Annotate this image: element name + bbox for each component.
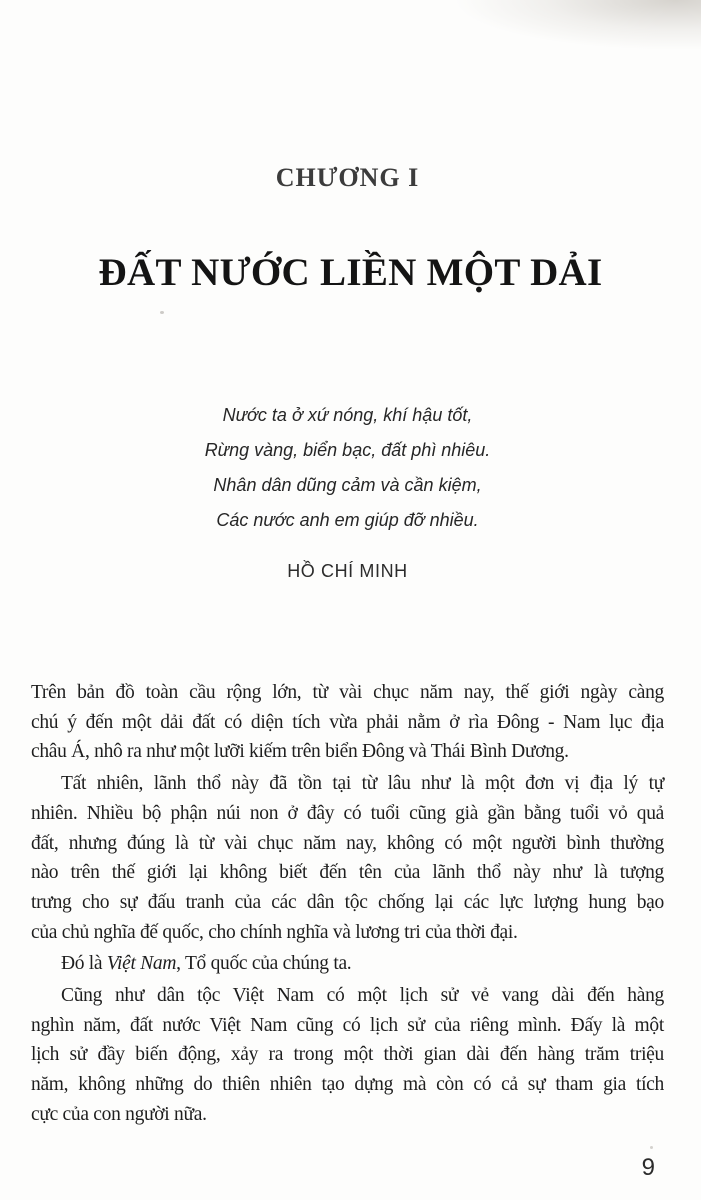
page-number: 9 (641, 1154, 655, 1181)
scan-speck (650, 1146, 653, 1149)
body-line: chú ý đến một dải đất có diện tích vừa phải nằm ở rìa Đông - Nam lục địa (31, 711, 664, 733)
body-text (31, 678, 664, 1132)
paragraph (31, 769, 664, 947)
poem-line: Nhân dân dũng cảm và cần kiệm, (213, 475, 482, 495)
chapter-title: ĐẤT NƯỚC LIỀN MỘT DẢI (98, 251, 603, 294)
scan-shadow-top-right (451, 0, 701, 70)
body-line: Cũng như dân tộc Việt Nam có một lịch sử vẻ vang dài đến hàng (61, 985, 664, 1007)
paragraph (31, 949, 664, 979)
paragraph (31, 981, 664, 1130)
paragraph (31, 678, 664, 767)
body-line: châu Á, nhô ra như một lưỡi kiếm trên biển Đông và Thái Bình Dương. (31, 741, 569, 763)
scan-speck (160, 311, 164, 314)
body-line: Đó là Việt Nam, Tổ quốc của chúng ta. (61, 953, 352, 975)
poem-line: Nước ta ở xứ nóng, khí hậu tốt, (222, 405, 473, 425)
body-line: Tất nhiên, lãnh thổ này đã tồn tại từ lâu như là một đơn vị địa lý tự (61, 773, 664, 795)
poem-line: Rừng vàng, biển bạc, đất phì nhiêu. (204, 440, 491, 460)
body-line: nào trên thế giới lại không biết đến tên của lãnh thổ này như là tượng (31, 862, 664, 884)
italic-phrase: Việt Nam (106, 953, 177, 975)
body-line: đất, nhưng đúng là từ vài chục năm nay, không có một người bình thường (31, 832, 664, 854)
body-line: nghìn năm, đất nước Việt Nam cũng có lịch sử của riêng mình. Đấy là một (31, 1014, 664, 1036)
body-line: năm, không những do thiên nhiên tạo dựng mà còn có cả sự tham gia tích (31, 1074, 664, 1096)
body-line: của chủ nghĩa đế quốc, cho chính nghĩa và lương tri của thời đại. (31, 921, 518, 943)
epigraph-attribution: HỒ CHÍ MINH (287, 561, 408, 581)
epigraph-poem (31, 398, 664, 538)
body-line: cực của con người nữa. (31, 1103, 207, 1125)
poem-line: Các nước anh em giúp đỡ nhiều. (216, 510, 479, 530)
chapter-label: CHƯƠNG I (275, 163, 420, 192)
body-line: Trên bản đồ toàn cầu rộng lớn, từ vài chục năm nay, thế giới ngày càng (31, 682, 664, 703)
body-line: trưng cho sự đấu tranh của các dân tộc chống lại các lực lượng hung bạo (31, 891, 664, 913)
body-line: nhiên. Nhiều bộ phận núi non ở đây có tuổi cũng già gần bằng tuổi vỏ quả (31, 802, 664, 824)
body-line: lịch sử đầy biến động, xảy ra trong một thời gian dài đến hàng trăm triệu (31, 1044, 664, 1066)
